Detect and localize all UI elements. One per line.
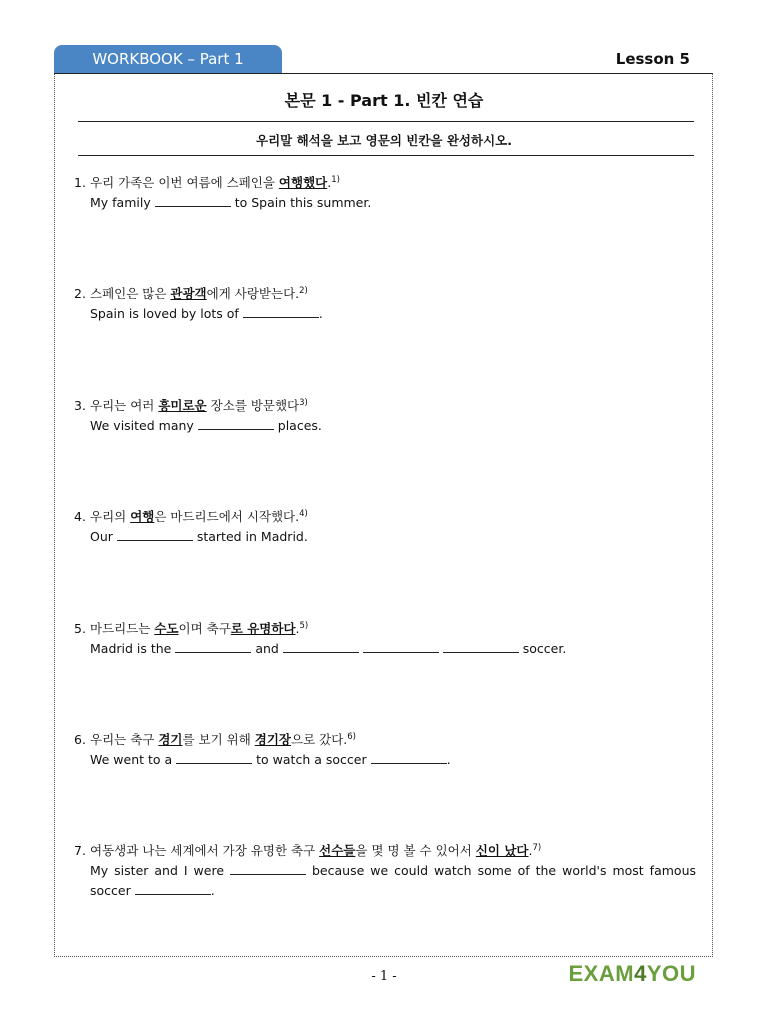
footnote-mark: 5) — [299, 621, 309, 631]
question-3: 3. 우리는 여러 흥미로운 장소를 방문했다$^{3)}$ We visited many places. — [74, 398, 322, 434]
answer-blank[interactable] — [230, 864, 306, 875]
footnote-mark: 7) — [532, 843, 542, 853]
question-1: 1. 우리 가족은 이번 여름에 스페인을 여행했다.$^{1)}$ My family to Spain this summer. — [74, 175, 372, 211]
answer-blank[interactable] — [135, 884, 211, 895]
keyword: 선수들 — [319, 843, 356, 859]
answer-blank[interactable] — [155, 196, 231, 207]
keyword: 여행 — [130, 509, 155, 525]
answer-blank[interactable] — [283, 642, 359, 653]
answer-blank[interactable] — [371, 753, 447, 764]
workbook-tab: WORKBOOK – Part 1 — [54, 45, 282, 73]
instruction-divider — [78, 155, 694, 156]
page-number: - 1 - — [371, 969, 397, 984]
answer-blank[interactable] — [117, 530, 193, 541]
answer-blank[interactable] — [198, 419, 274, 430]
page-title: 본문 1 - Part 1. 빈칸 연습 — [284, 91, 484, 110]
question-5: 5. 마드리드는 수도이며 축구로 유명하다.$^{5)}$ Madrid is the and soccer. — [74, 621, 567, 657]
footnote-mark: 6) — [347, 732, 356, 742]
title-divider — [78, 121, 694, 122]
footnote-mark: 1) — [331, 175, 340, 185]
question-7: 7. 여동생과 나는 세계에서 가장 유명한 축구 선수들을 몇 명 볼 수 있어서 신이 났다.$^{7)}$ My sister and I were because we could watch some of the world's most famous soccer . — [74, 843, 697, 899]
question-6: 6. 우리는 축구 경기를 보기 위해 경기장으로 갔다.$^{6)}$ We went to a to watch a soccer . — [74, 732, 451, 768]
keyword: 수도 — [154, 621, 179, 637]
answer-blank[interactable] — [175, 642, 251, 653]
answer-blank[interactable] — [243, 307, 319, 318]
keyword: 흥미로운 — [158, 398, 207, 414]
keyword: 경기장 — [254, 732, 292, 748]
keyword: 경기 — [158, 732, 183, 748]
keyword: 신이 났다 — [475, 843, 529, 859]
footnote-mark: 4) — [299, 509, 308, 519]
footnote-mark: 2) — [299, 286, 308, 296]
question-2: 2. 스페인은 많은 관광객에게 사랑받는다.$^{2)}$ Spain is loved by lots of . — [74, 286, 323, 322]
answer-blank[interactable] — [363, 642, 439, 653]
instruction: 우리말 해석을 보고 영문의 빈칸을 완성하시오. — [256, 133, 512, 148]
lesson-label: Lesson 5 — [615, 50, 690, 68]
answer-blank[interactable] — [443, 642, 519, 653]
answer-blank[interactable] — [176, 753, 252, 764]
question-4: 4. 우리의 여행은 마드리드에서 시작했다.$^{4)}$ Our started in Madrid. — [74, 509, 308, 545]
brand-logo: EXAM4YOU — [568, 961, 696, 986]
keyword: 관광객 — [170, 286, 207, 302]
keyword: 로 유명하다 — [230, 621, 296, 637]
footnote-mark: 3) — [299, 398, 308, 408]
keyword: 여행했다 — [278, 175, 328, 191]
